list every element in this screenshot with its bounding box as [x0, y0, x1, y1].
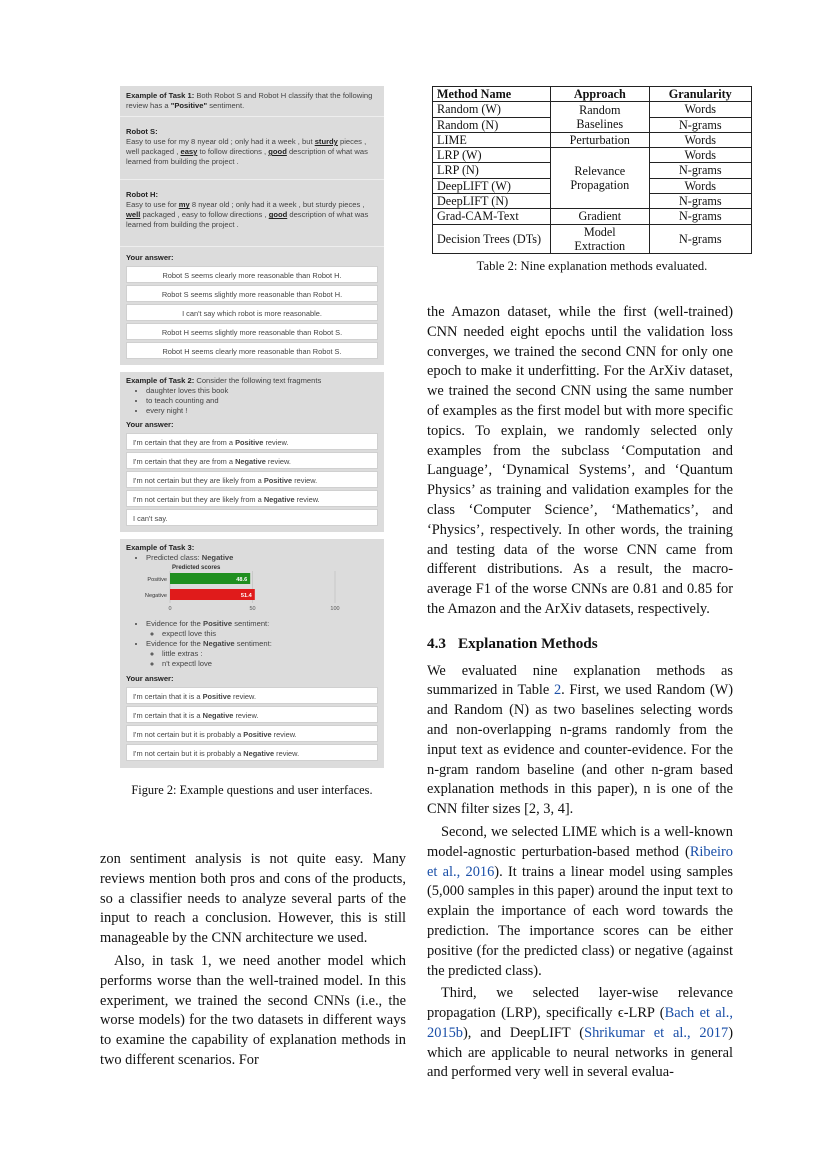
category-label: Negative	[144, 593, 167, 600]
task3-option[interactable]: I'm certain that it is a Positive review.	[126, 687, 378, 704]
task2-title: Example of Task 2:	[126, 376, 195, 386]
x-tick-label: 50	[249, 606, 256, 613]
table-ref-link[interactable]: 2	[553, 682, 562, 699]
evidence-item: ◦ expectl love this	[162, 629, 378, 639]
task3-header	[120, 539, 384, 563]
column-header: Granularity	[649, 87, 751, 102]
task3-title: Example of Task 3:	[126, 543, 195, 553]
task2-option[interactable]: I'm certain that they are from a Negative review.	[126, 452, 378, 469]
task3-panel	[120, 539, 384, 768]
task1-header: Example of Task 1: Both Robot S and Robot H classify that the following review has a "Positive" sentiment.	[120, 86, 384, 117]
task1-answer-label: Your answer:	[126, 253, 174, 263]
figure-caption: Figure 2: Example questions and user interfaces.	[131, 783, 373, 798]
task3-option[interactable]: I'm not certain but it is probably a Negative review.	[126, 744, 378, 761]
table-caption: Table 2: Nine explanation methods evaluated.	[476, 259, 708, 273]
evidence-item: ◦ n't expectl love	[162, 659, 378, 669]
task2-option[interactable]: I'm not certain but they are likely from a Negative review.	[126, 490, 378, 507]
fragment-item: • daughter loves this book	[146, 386, 378, 396]
task3-answer-label: Your answer:	[126, 674, 174, 684]
task2-option[interactable]: I'm certain that they are from a Positive review.	[126, 433, 378, 450]
table-row: DeepLIFT (N) N-grams	[433, 194, 752, 209]
evidence-list	[126, 619, 378, 669]
table-row: Grad-CAM-Text Gradient N-grams	[433, 209, 752, 224]
data-label: 48.6	[236, 577, 248, 584]
left-column-text	[100, 850, 406, 1074]
predicted-scores-svg	[140, 563, 370, 619]
task2-header: Example of Task 2: Consider the following text fragments • daughter loves this book • to teach counting and • every night !	[120, 372, 384, 418]
robot-s-block: Robot S: Easy to use for my 8 nyear old ; only had it a week , but sturdy pieces , well packaged , easy to follow directions , good description of what was learned from building the project .	[120, 117, 384, 180]
citation-link[interactable]: Ribeiro et al., 2016	[427, 843, 733, 880]
task1-title: Example of Task 1:	[126, 91, 195, 100]
predicted-class: • Predicted class: Negative	[146, 553, 378, 563]
paragraph: Also, in task 1, we need another model which performs worse than the well-trained model. In this experiment, we trained the second CNNs (i.e., the worse models) for the two datasets in different ways to examine the capability of explanation methods in two different scenarios. For	[100, 952, 406, 1068]
category-label: Positive	[147, 577, 167, 584]
robot-h-label: Robot H:	[126, 190, 159, 200]
task2-answer-label: Your answer:	[126, 420, 174, 430]
table-row: DeepLIFT (W) Words	[433, 178, 752, 193]
task2-fragments	[126, 386, 378, 416]
fragment-item: • every night !	[146, 406, 378, 416]
data-label: 51.4	[240, 593, 252, 600]
robot-s-label: Robot S:	[126, 127, 158, 137]
chart-title: Predicted scores	[172, 565, 221, 572]
task1-options	[120, 266, 384, 365]
table-row: Decision Trees (DTs) Model Extraction N-grams	[433, 224, 752, 254]
evidence-item: ◦ little extras :	[162, 649, 378, 659]
task3-options	[120, 687, 384, 768]
task1-option[interactable]: Robot H seems clearly more reasonable than Robot S.	[126, 342, 378, 359]
table-row: LRP (N) N-grams	[433, 163, 752, 178]
task2-option[interactable]: I'm not certain but they are likely from a Positive review.	[126, 471, 378, 488]
section-heading: 4.3 Explanation Methods	[427, 634, 598, 652]
paragraph: zon sentiment analysis is not quite easy. Many reviews mention both pros and cons of the products, so a classifier needs to analyze several parts of the input to reach a conclusion. However, this is still manageable by the CNN architecture we used.	[100, 851, 406, 947]
task1-option[interactable]: Robot S seems clearly more reasonable than Robot H.	[126, 266, 378, 283]
figure-2	[120, 86, 384, 798]
evidence-positive: • Evidence for the Positive sentiment: ◦ expectl love this	[146, 619, 378, 639]
x-tick-label: 100	[330, 606, 340, 613]
task1-panel	[120, 86, 384, 365]
task1-option[interactable]: Robot H seems slightly more reasonable than Robot S.	[126, 323, 378, 340]
paragraph: Second, we selected LIME which is a well-known model-agnostic perturbation-based method (Ribeiro et al., 2016). It trains a linear model using samples (5,000 samples in this paper) around the input text to explain the importance of each word towards the prediction. The importance scores can be either positive (for the predicted class) or negative (against the predicted class).	[427, 823, 733, 979]
table-row: LIME Perturbation Words	[433, 132, 752, 147]
table-row: LRP (W) Relevance Propagation Words	[433, 148, 752, 163]
citation-link[interactable]: Bach et al., 2015b	[427, 1005, 733, 1041]
paragraph: Third, we selected layer-wise relevance propagation (LRP), specifically ϵ-LRP (Bach et al., 2015b), and DeepLIFT (Shrikumar et al., 2017) which are applicable to neural networks in general and performed very well in several evalua-	[427, 985, 733, 1081]
table-header-row	[433, 87, 752, 102]
citation-link[interactable]: Shrikumar et al., 2017	[584, 1024, 729, 1041]
task3-option[interactable]: I'm certain that it is a Negative review.	[126, 706, 378, 723]
table-row: Random (N) Baselines N-grams	[433, 117, 752, 132]
x-tick-label: 0	[168, 606, 172, 613]
table-row: Random (W) Random Words	[433, 102, 752, 117]
robot-h-block: Robot H: Easy to use for my 8 nyear old ; only had it a week , but sturdy pieces , well packaged , easy to follow directions , good description of what was learned from building the project .	[120, 180, 384, 247]
right-column-text	[427, 303, 733, 1086]
task2-options	[120, 433, 384, 532]
task1-sentiment: "Positive"	[170, 101, 208, 111]
paragraph: We evaluated nine explanation methods as summarized in Table 2. First, we used Random (W) and Random (N) as two baselines selecting words and non-overlapping n-grams randomly from the input text as evidence and counter-evidence. For the n-gram random baseline (and other n-gram based explanation methods in this paper), n is one of the CNN filter sizes [2, 3, 4].	[427, 662, 734, 818]
task1-option[interactable]: I can't say which robot is more reasonable.	[126, 304, 378, 321]
paragraph: the Amazon dataset, while the first (well-trained) CNN needed eight epochs until the validation loss converges, we trained the second CNN for only one epoch to make it underfitting. For the ArXiv dataset, we trained the second CNN using the same number of examples as the first model but with more specific topics. To explain, we randomly selected only examples from the subclass ‘Computation and Language’, ‘Dynamical Systems’, and ‘Quantum Physics’ as training and validation examples for the class ‘Computer Science’, ‘Mathematics’, and ‘Physics’, respectively. In other words, the training and testing data of the worse CNN came from different distributions. As a result, the macro-average F1 of the worse CNNs are 0.81 and 0.85 for the Amazon and the ArXiv datasets, respectively.	[427, 304, 733, 617]
fragment-item: • to teach counting and	[146, 396, 378, 406]
task1-option[interactable]: Robot S seems slightly more reasonable than Robot H.	[126, 285, 378, 302]
relevance-propagation-cell: Relevance Propagation	[551, 148, 650, 209]
task2-panel	[120, 372, 384, 532]
predicted-scores-chart	[120, 563, 384, 619]
task2-option[interactable]: I can't say.	[126, 509, 378, 526]
evidence-negative: • Evidence for the Negative sentiment: ◦ little extras : ◦ n't expectl love	[146, 639, 378, 669]
table-2	[432, 86, 752, 254]
task3-option[interactable]: I'm not certain but it is probably a Positive review.	[126, 725, 378, 742]
column-header: Approach	[551, 87, 650, 102]
column-header: Method Name	[433, 87, 551, 102]
